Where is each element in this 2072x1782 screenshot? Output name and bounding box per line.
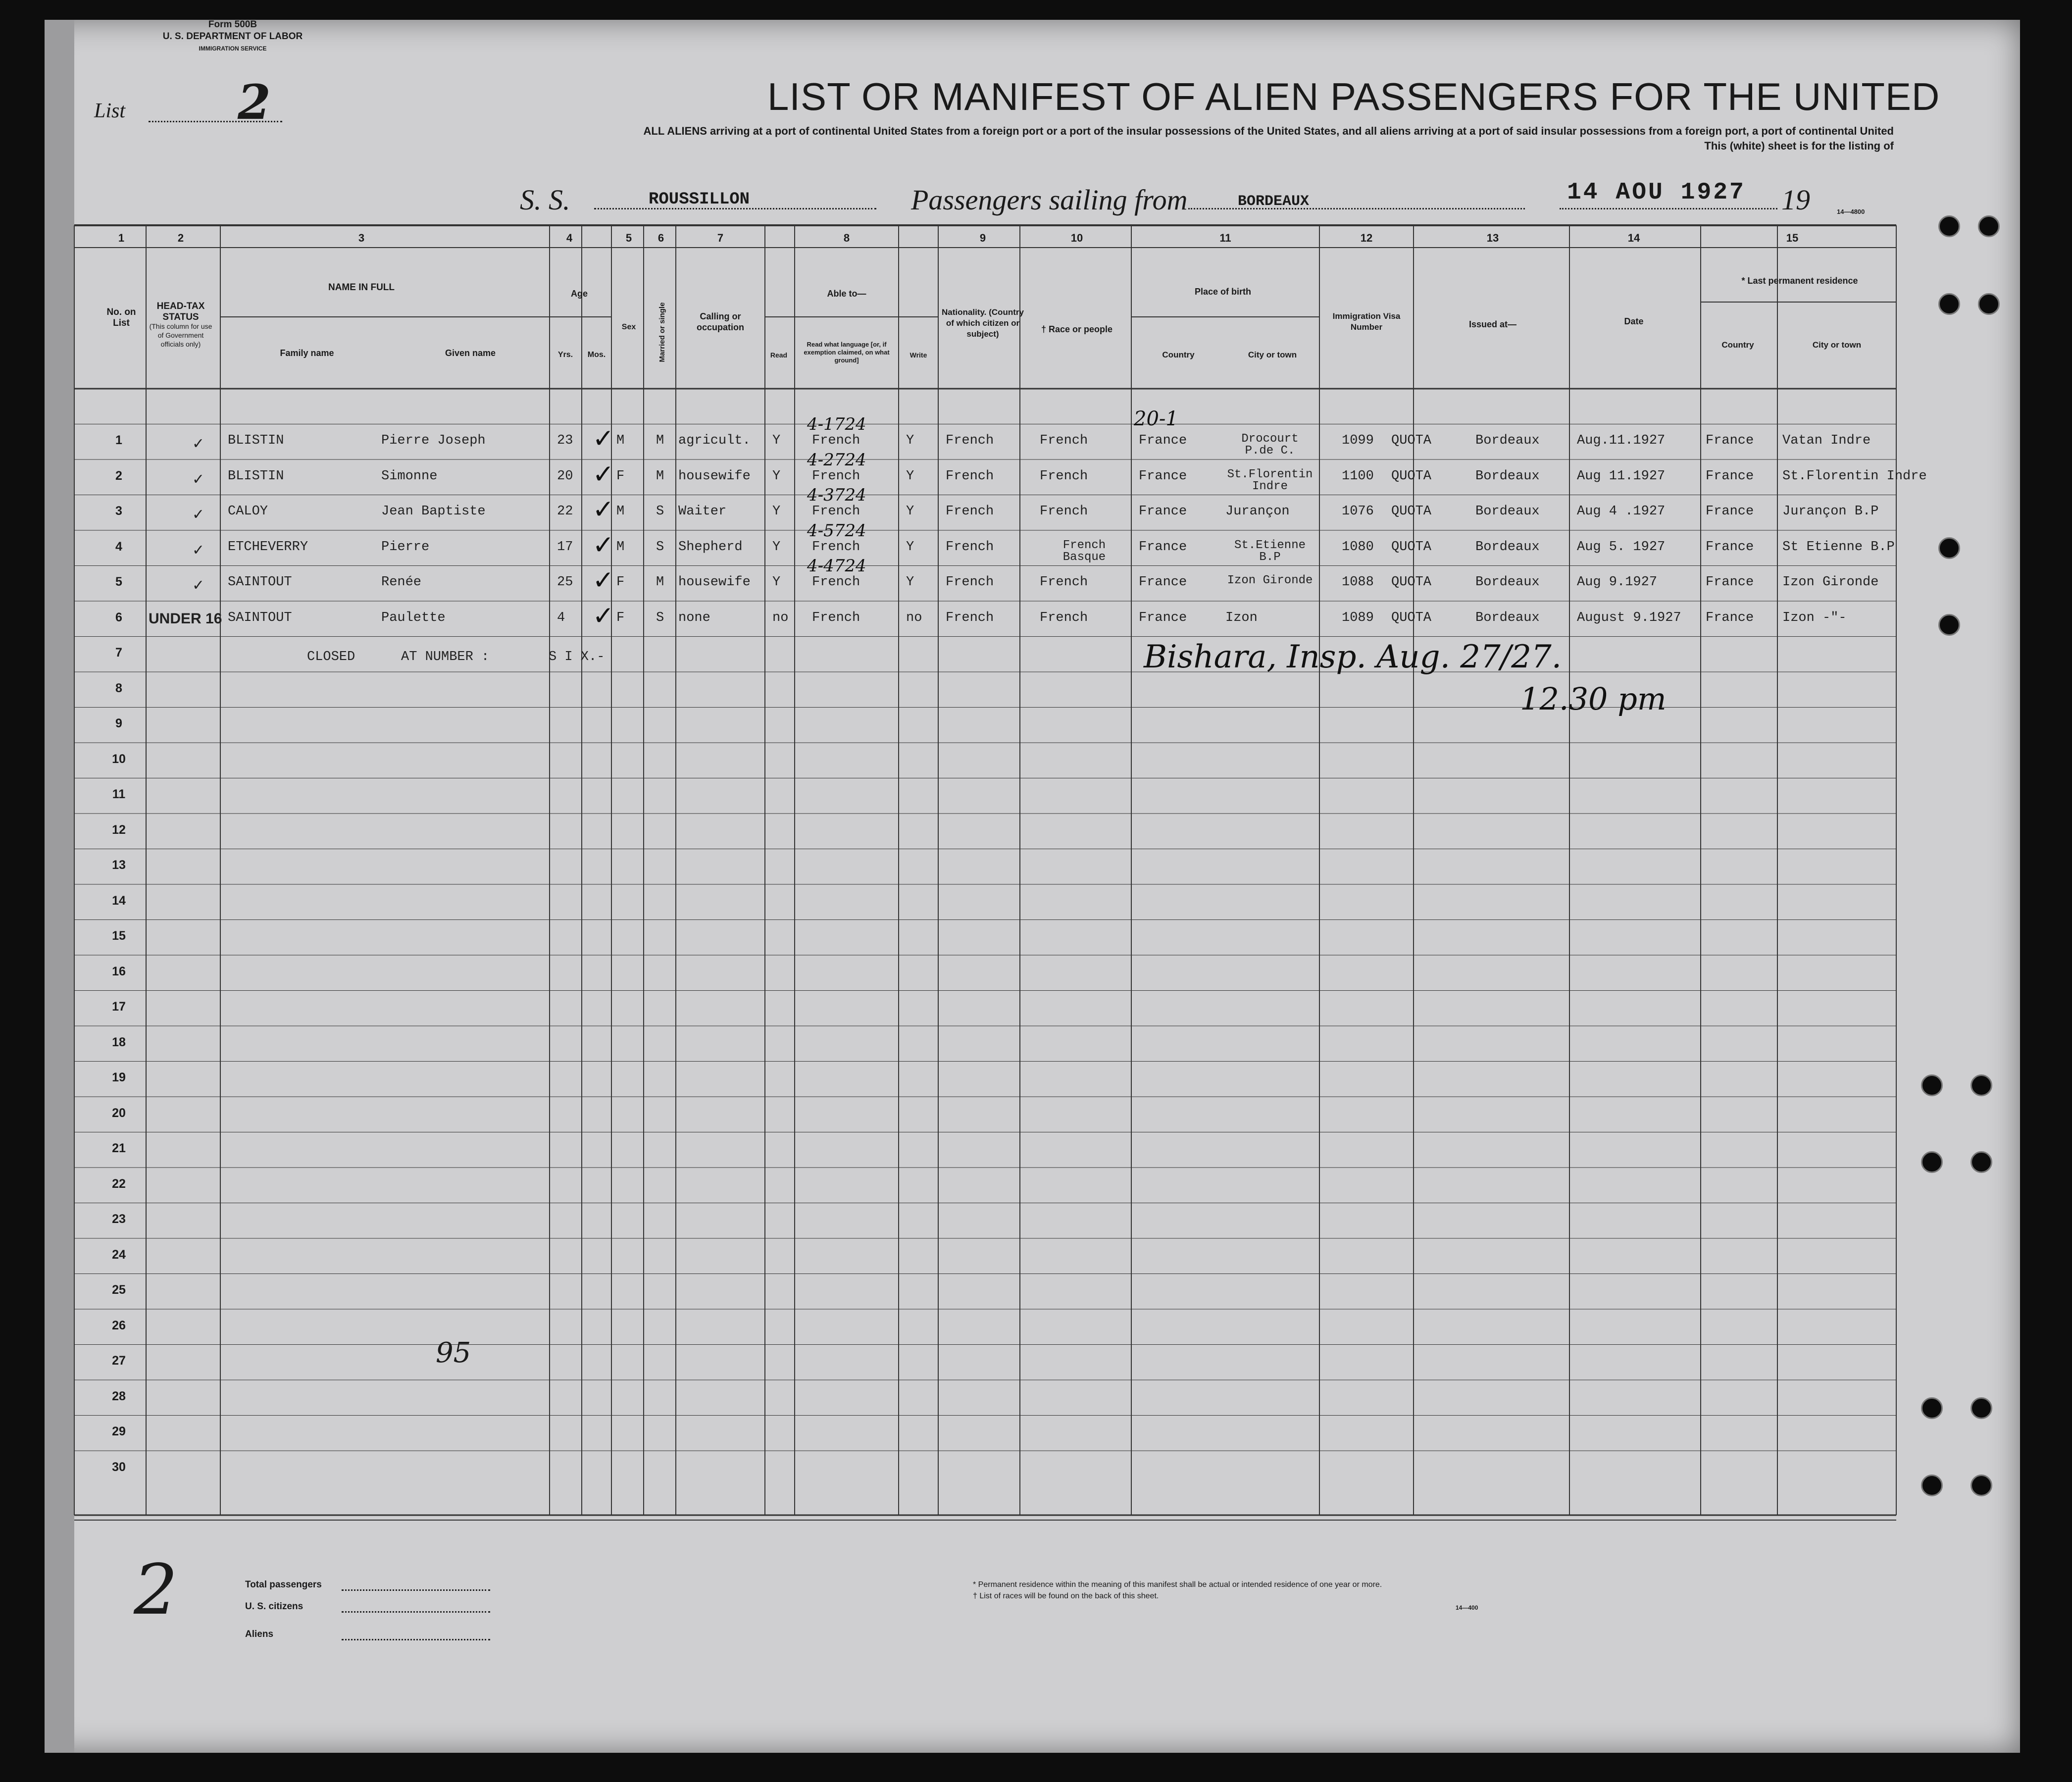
row-number: 29: [112, 1425, 126, 1438]
header-name-in-full: NAME IN FULL: [328, 282, 395, 293]
cell-res-city: Jurançon B.P: [1782, 504, 1879, 519]
birth-handwritten-note: 20-1: [1134, 407, 1178, 430]
cell-birth-country: France: [1139, 433, 1187, 448]
cell-read: Y: [772, 575, 781, 590]
row-number: 14: [112, 893, 126, 908]
col-number-1: 1: [118, 232, 125, 244]
cell-language: French: [812, 575, 860, 590]
cell-nationality: French: [946, 468, 994, 484]
header-read-language: Read what language [or, if exemption claimed, on what ground]: [804, 341, 890, 364]
punch-hole: [1971, 1074, 1992, 1096]
service-name: IMMIGRATION SERVICE: [199, 45, 267, 52]
ss-label: S. S.: [520, 184, 570, 216]
punch-hole: [1921, 1397, 1943, 1419]
inspector-note: Bishara, Insp. Aug. 27/27.: [1144, 639, 1562, 675]
footnote-permanent-residence: * Permanent residence within the meaning of this manifest shall be actual or intended residence of one year or more.: [973, 1580, 1382, 1589]
cell-read: Y: [772, 433, 781, 448]
cell-language: French: [812, 504, 860, 519]
footnote-races: † List of races will be found on the back of this sheet.: [973, 1592, 1159, 1600]
cell-sex: F: [616, 468, 625, 484]
header-birth-country: Country: [1162, 350, 1195, 359]
row-number: 27: [112, 1354, 126, 1368]
header-sex: Sex: [621, 323, 636, 331]
row-number: 7: [115, 646, 122, 660]
cell-visa: 1080: [1342, 539, 1374, 555]
row-number: 3: [115, 504, 122, 518]
cell-visa: 1100: [1342, 468, 1374, 484]
cell-res-country: France: [1706, 610, 1754, 625]
header-age-months: Mos.: [587, 351, 606, 359]
punch-hole: [1938, 614, 1960, 636]
cell-birth-country: France: [1139, 504, 1187, 519]
header-res-country: Country: [1721, 340, 1754, 350]
language-handwritten-note: 4-3724: [807, 485, 866, 505]
punch-hole: [1921, 1074, 1943, 1096]
header-race: † Race or people: [1041, 324, 1113, 334]
language-handwritten-note: 4-4724: [807, 556, 866, 576]
cell-marital: M: [656, 433, 664, 448]
cell-head-tax: ✓: [193, 541, 203, 560]
row-number: 11: [112, 787, 126, 801]
col-number-9: 9: [979, 232, 986, 244]
cell-race: French: [1040, 504, 1088, 519]
col-number-10: 10: [1070, 232, 1083, 244]
cell-birth-city: St.Etienne B.P: [1234, 538, 1306, 564]
cell-occupation: housewife: [678, 575, 751, 590]
cell-family: CALOY: [228, 504, 268, 519]
row-number: 28: [112, 1389, 126, 1403]
row-number: 9: [115, 716, 122, 730]
col-number-7: 7: [717, 232, 724, 244]
header-able-to: Able to—: [827, 289, 866, 299]
cell-visa: 1099: [1342, 433, 1374, 448]
cell-head-tax: UNDER 16: [149, 610, 222, 627]
instructions-line-2: This (white) sheet is for the listing of: [1704, 140, 1894, 152]
header-occupation: Calling or occupation: [696, 311, 744, 332]
cell-language: French: [812, 539, 860, 555]
cell-given: Pierre Joseph: [381, 433, 486, 448]
cell-res-country: France: [1706, 468, 1754, 484]
col-number-6: 6: [657, 232, 664, 244]
cell-read: no: [772, 610, 789, 625]
header-given-name: Given name: [445, 348, 496, 358]
header-nationality: Nationality. (Country of which citizen or subject): [942, 307, 1024, 339]
instructions-line-1: ALL ALIENS arriving at a port of continental United States from a foreign port or a port of the insular possessions of the United States, and all aliens arriving at a port of said insular possessions from a foreign port, a port of continental United: [643, 125, 1894, 137]
cell-given: Renée: [381, 575, 422, 590]
cell-given: Paulette: [381, 610, 446, 625]
row-number: 5: [115, 575, 122, 589]
cell-birth-country: France: [1139, 468, 1187, 484]
row-number: 6: [115, 610, 122, 624]
punch-hole: [1971, 1151, 1992, 1173]
cell-sex: M: [616, 433, 625, 448]
cell-res-country: France: [1706, 504, 1754, 519]
header-family-name: Family name: [280, 348, 334, 358]
cell-yrs: 20: [557, 468, 573, 484]
row-number: 22: [112, 1176, 126, 1191]
cell-issued-at: Bordeaux: [1475, 468, 1540, 484]
cell-language: French: [812, 468, 860, 484]
punch-hole: [1978, 293, 2000, 315]
cell-occupation: none: [678, 610, 710, 625]
cell-res-city: Izon -"-: [1782, 610, 1847, 625]
at-number-label: AT NUMBER :: [401, 650, 490, 664]
cell-birth-country: France: [1139, 575, 1187, 590]
header-head-tax: HEAD-TAX STATUS: [156, 301, 205, 322]
cell-res-city: St.Florentin Indre: [1782, 468, 1927, 484]
punch-hole: [1921, 1151, 1943, 1173]
row-number: 16: [112, 964, 126, 978]
cell-visa-type: QUOTA: [1391, 468, 1432, 484]
cell-date: Aug 5. 1927: [1577, 539, 1666, 555]
cell-head-tax: ✓: [193, 506, 203, 525]
department-name: U. S. DEPARTMENT OF LABOR: [162, 31, 303, 42]
cell-birth-country: France: [1139, 539, 1187, 555]
cell-res-country: France: [1706, 575, 1754, 590]
cell-occupation: housewife: [678, 468, 751, 484]
punch-hole: [1921, 1475, 1943, 1496]
header-issued-at: Issued at—: [1468, 319, 1517, 329]
ship-name: ROUSSILLON: [649, 190, 750, 209]
cell-marital: S: [656, 539, 664, 555]
list-label: List: [94, 100, 126, 122]
header-date: Date: [1624, 316, 1644, 326]
row-number: 23: [112, 1212, 126, 1226]
row-number: 2: [115, 468, 122, 483]
cell-mos: ✓: [594, 458, 612, 493]
punch-hole: [1938, 293, 1960, 315]
cell-res-city: Izon Gironde: [1782, 575, 1879, 590]
cell-visa: 1076: [1342, 504, 1374, 519]
header-last-residence: * Last permanent residence: [1741, 276, 1858, 286]
row-number: 10: [112, 752, 126, 766]
cell-visa-type: QUOTA: [1391, 610, 1432, 625]
cell-mos: ✓: [594, 494, 612, 528]
cell-visa: 1088: [1342, 575, 1374, 590]
punch-hole: [1971, 1475, 1992, 1496]
cell-nationality: French: [946, 610, 994, 625]
header-place-of-birth: Place of birth: [1194, 287, 1252, 297]
form-number: Form 500B: [208, 19, 257, 30]
punch-hole: [1978, 215, 2000, 237]
header-write: Write: [910, 351, 927, 359]
row-number: 13: [112, 858, 126, 872]
col-number-8: 8: [843, 232, 850, 244]
us-citizens-line: [342, 1611, 490, 1613]
cell-sex: F: [616, 575, 625, 590]
cell-yrs: 23: [557, 433, 573, 448]
cell-mos: ✓: [594, 565, 612, 599]
cell-birth-city: Jurançon: [1225, 504, 1290, 519]
cell-occupation: Waiter: [678, 504, 727, 519]
form-code-top: 14—4800: [1837, 208, 1865, 215]
row-number: 1: [115, 433, 122, 447]
total-passengers-label: Total passengers: [245, 1579, 322, 1590]
cell-write: Y: [906, 504, 914, 519]
language-handwritten-note: 4-2724: [807, 450, 866, 470]
total-passengers-line: [342, 1589, 490, 1591]
cell-write: Y: [906, 468, 914, 484]
cell-issued-at: Bordeaux: [1475, 539, 1540, 555]
row-number: 17: [112, 1000, 126, 1014]
cell-nationality: French: [946, 539, 994, 555]
row-number: 12: [112, 822, 126, 837]
cell-sex: M: [616, 504, 625, 519]
row-number: 8: [115, 681, 122, 695]
row-number: 30: [112, 1460, 126, 1474]
cell-marital: S: [656, 610, 664, 625]
corner-mark: 2: [134, 1550, 178, 1630]
cell-given: Jean Baptiste: [381, 504, 486, 519]
cell-family: ETCHEVERRY: [228, 539, 308, 555]
cell-date: Aug.11.1927: [1577, 433, 1666, 448]
cell-language: French: [812, 610, 860, 625]
cell-read: Y: [772, 539, 781, 555]
punch-hole: [1938, 537, 1960, 559]
cell-write: Y: [906, 575, 914, 590]
cell-res-country: France: [1706, 539, 1754, 555]
cell-yrs: 25: [557, 575, 573, 590]
cell-date: August 9.1927: [1577, 610, 1681, 625]
page-title: LIST OR MANIFEST OF ALIEN PASSENGERS FOR THE UNITED: [767, 75, 1940, 118]
cell-head-tax: ✓: [193, 470, 203, 490]
cell-date: Aug 11.1927: [1577, 468, 1666, 484]
cell-race: French: [1040, 610, 1088, 625]
cell-date: Aug 9.1927: [1577, 575, 1658, 590]
cell-birth-country: France: [1139, 610, 1187, 625]
header-birth-city: City or town: [1248, 350, 1297, 359]
cell-mos: ✓: [594, 600, 612, 634]
cell-nationality: French: [946, 504, 994, 519]
row-number: 24: [112, 1247, 126, 1262]
cell-birth-city: Izon Gironde: [1227, 574, 1313, 587]
cell-visa-type: QUOTA: [1391, 433, 1432, 448]
cell-marital: M: [656, 575, 664, 590]
header-read: Read: [770, 351, 788, 359]
closed-label: CLOSED: [307, 650, 355, 664]
form-code-bottom: 14—400: [1456, 1604, 1478, 1611]
header-married-single: Married or single: [658, 302, 666, 362]
aliens-label: Aliens: [245, 1629, 274, 1639]
list-number: 2: [238, 74, 271, 130]
col-number-14: 14: [1627, 232, 1640, 244]
cell-res-city: Vatan Indre: [1782, 433, 1871, 448]
us-citizens-label: U. S. citizens: [245, 1601, 303, 1612]
cell-nationality: French: [946, 575, 994, 590]
cell-date: Aug 4 .1927: [1577, 504, 1666, 519]
cell-write: Y: [906, 433, 914, 448]
header-head-tax-note: (This column for use of Government officials only): [149, 322, 212, 348]
punch-hole: [1971, 1397, 1992, 1419]
cell-given: Pierre: [381, 539, 430, 555]
cell-issued-at: Bordeaux: [1475, 575, 1540, 590]
cell-family: SAINTOUT: [228, 575, 292, 590]
cell-family: BLISTIN: [228, 468, 284, 484]
cell-read: Y: [772, 504, 781, 519]
cell-sex: F: [616, 610, 625, 625]
cell-read: Y: [772, 468, 781, 484]
cell-visa: 1089: [1342, 610, 1374, 625]
cell-issued-at: Bordeaux: [1475, 433, 1540, 448]
row-number: 20: [112, 1106, 126, 1120]
cell-res-city: St Etienne B.P: [1782, 539, 1895, 555]
cell-race: French: [1040, 433, 1088, 448]
row-number: 15: [112, 929, 126, 943]
language-handwritten-note: 4-5724: [807, 520, 866, 541]
language-handwritten-note: 4-1724: [807, 414, 866, 434]
cell-marital: M: [656, 468, 664, 484]
stray-mark: 95: [436, 1337, 471, 1369]
cell-res-country: France: [1706, 433, 1754, 448]
cell-mos: ✓: [594, 423, 612, 457]
cell-yrs: 22: [557, 504, 573, 519]
row-number: 19: [112, 1070, 126, 1084]
cell-visa-type: QUOTA: [1391, 575, 1432, 590]
row-number: 21: [112, 1141, 126, 1155]
cell-race: French: [1040, 575, 1088, 590]
cell-head-tax: ✓: [193, 577, 203, 596]
cell-visa-type: QUOTA: [1391, 504, 1432, 519]
year-prefix: 19: [1781, 184, 1810, 216]
cell-write: no: [906, 610, 922, 625]
header-age-years: Yrs.: [557, 351, 573, 359]
sailing-label: Passengers sailing from: [911, 184, 1188, 216]
inspection-time: 12.30 pm: [1520, 681, 1667, 717]
cell-race: French Basque: [1062, 538, 1106, 564]
header-no-on-list: No. on List: [106, 307, 136, 328]
col-number-15: 15: [1786, 232, 1799, 244]
header-res-city: City or town: [1812, 340, 1862, 350]
cell-occupation: Shepherd: [678, 539, 743, 555]
cell-issued-at: Bordeaux: [1475, 610, 1540, 625]
aliens-line: [342, 1639, 490, 1640]
closing-count: S I X.-: [549, 650, 605, 664]
cell-nationality: French: [946, 433, 994, 448]
col-number-11: 11: [1219, 232, 1231, 244]
cell-visa-type: QUOTA: [1391, 539, 1432, 555]
col-number-4: 4: [566, 232, 573, 244]
cell-race: French: [1040, 468, 1088, 484]
col-number-13: 13: [1486, 232, 1499, 244]
punch-hole: [1938, 215, 1960, 237]
col-number-12: 12: [1360, 232, 1373, 244]
col-number-2: 2: [177, 232, 184, 244]
cell-marital: S: [656, 504, 664, 519]
header-visa-number: Immigration Visa Number: [1332, 311, 1401, 332]
cell-birth-city: Izon: [1225, 610, 1258, 625]
cell-yrs: 4: [557, 610, 565, 625]
header-age: Age: [570, 289, 588, 299]
cell-family: BLISTIN: [228, 433, 284, 448]
col-number-5: 5: [625, 232, 632, 244]
departure-port: BORDEAUX: [1238, 193, 1310, 210]
cell-write: Y: [906, 539, 914, 555]
cell-given: Simonne: [381, 468, 438, 484]
cell-yrs: 17: [557, 539, 573, 555]
cell-family: SAINTOUT: [228, 610, 292, 625]
cell-sex: M: [616, 539, 625, 555]
cell-mos: ✓: [594, 529, 612, 563]
cell-birth-city: St.Florentin Indre: [1227, 467, 1313, 493]
date-stamp: 14 AOU 1927: [1567, 179, 1746, 206]
cell-issued-at: Bordeaux: [1475, 504, 1540, 519]
row-number: 25: [112, 1283, 126, 1297]
cell-birth-city: Drocourt P.de C.: [1241, 432, 1299, 458]
row-number: 18: [112, 1035, 126, 1049]
row-number: 4: [115, 539, 122, 554]
cell-occupation: agricult.: [678, 433, 751, 448]
cell-language: French: [812, 433, 860, 448]
col-number-3: 3: [358, 232, 365, 244]
row-number: 26: [112, 1318, 126, 1332]
cell-head-tax: ✓: [193, 435, 203, 454]
